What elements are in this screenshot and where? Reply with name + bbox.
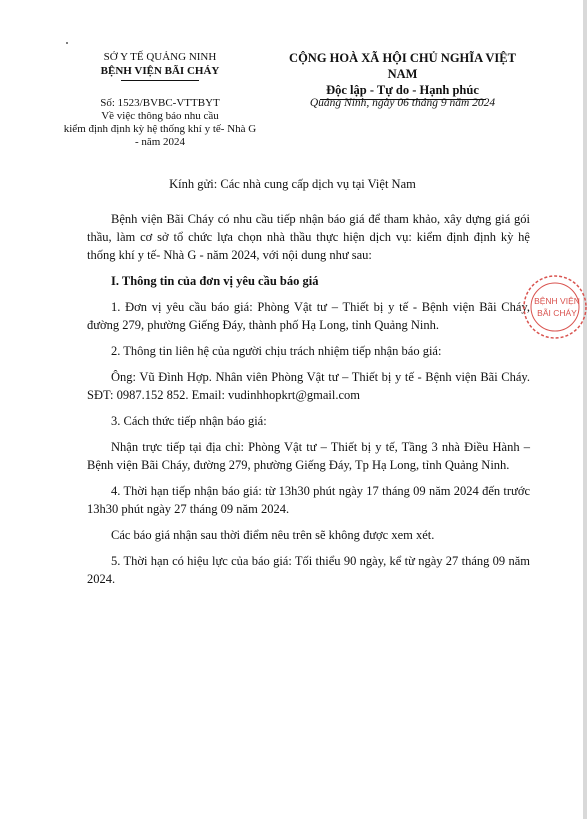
stamp-outer-ring	[524, 276, 586, 338]
item-2-detail: Ông: Vũ Đình Hợp. Nhân viên Phòng Vật tư – Thiết bị y tế - Bệnh viện Bãi Cháy. SĐT: 0987.152 852. Email: vudinhhopkrt@gmail.com	[87, 370, 530, 402]
item-5: 5. Thời hạn có hiệu lực của báo giá: Tối thiểu 90 ngày, kể từ ngày 27 tháng 09 năm 2024.	[87, 554, 530, 586]
ministry-name: SỞ Y TẾ QUẢNG NINH	[103, 51, 217, 63]
item-4-note: Các báo giá nhận sau thời điểm nêu trên sẽ không được xem xét.	[111, 528, 435, 542]
item-2: 2. Thông tin liên hệ của người chịu trách nhiệm tiếp nhận báo giá:	[111, 344, 442, 358]
subject-line-2: kiểm định định kỳ hệ thống khí y tế- Nhà G	[63, 123, 257, 135]
document-body	[87, 210, 530, 596]
header-left	[60, 50, 260, 81]
recipient: Kính gửi: Các nhà cung cấp dịch vụ tại Việt Nam	[169, 177, 416, 191]
stamp-inner-ring	[531, 283, 579, 331]
subject-line-1: Về việc thông báo nhu cầu	[101, 110, 219, 122]
item-3-detail: Nhận trực tiếp tại địa chỉ: Phòng Vật tư – Thiết bị y tế, Tầng 3 nhà Điều Hành – Bệnh viện Bãi Cháy, đường 279, phường Giếng Đáy, Tp Hạ Long, tỉnh Quảng Ninh.	[87, 440, 530, 472]
place-date: Quảng Ninh, ngày 06 tháng 9 năm 2024	[309, 97, 496, 109]
speck	[66, 42, 68, 44]
subject-line-3: - năm 2024	[134, 136, 186, 148]
item-4: 4. Thời hạn tiếp nhận báo giá: từ 13h30 phút ngày 17 tháng 09 năm 2024 đến trước 13h30 phút ngày 27 tháng 09 năm 2024.	[87, 484, 530, 516]
hospital-stamp	[519, 272, 587, 342]
stamp-text-2: BÃI CHÁY	[537, 308, 577, 318]
intro-paragraph: Bệnh viện Bãi Cháy có nhu cầu tiếp nhận báo giá để tham khảo, xây dựng giá gói thầu, làm cơ sở tổ chức lựa chọn nhà thầu thực hiện dịch vụ: kiểm định định kỳ hệ thống khí y tế- Nhà G - năm 2024, với nội dung như sau:	[87, 212, 530, 262]
item-3: 3. Cách thức tiếp nhận báo giá:	[111, 414, 267, 428]
motto: Độc lập - Tự do - Hạnh phúc	[326, 83, 479, 97]
item-1: 1. Đơn vị yêu cầu báo giá: Phòng Vật tư – Thiết bị y tế - Bệnh viện Bãi Cháy, đường 279, phường Giếng Đáy, thành phố Hạ Long, tỉnh Quảng Ninh.	[87, 300, 530, 332]
country-name: CỘNG HOÀ XÃ HỘI CHỦ NGHĨA VIỆT NAM	[289, 51, 516, 81]
page-edge	[583, 0, 587, 819]
section-1-title: I. Thông tin của đơn vị yêu cầu báo giá	[111, 274, 319, 288]
doc-reference	[60, 97, 260, 149]
hospital-name: BỆNH VIỆN BÃI CHÁY	[100, 65, 220, 77]
header-right	[275, 50, 530, 100]
header-left-underline	[121, 80, 199, 81]
doc-number: Số: 1523/BVBC-VTTBYT	[100, 97, 220, 109]
stamp-text-1: BỆNH VIỆN	[534, 296, 580, 306]
